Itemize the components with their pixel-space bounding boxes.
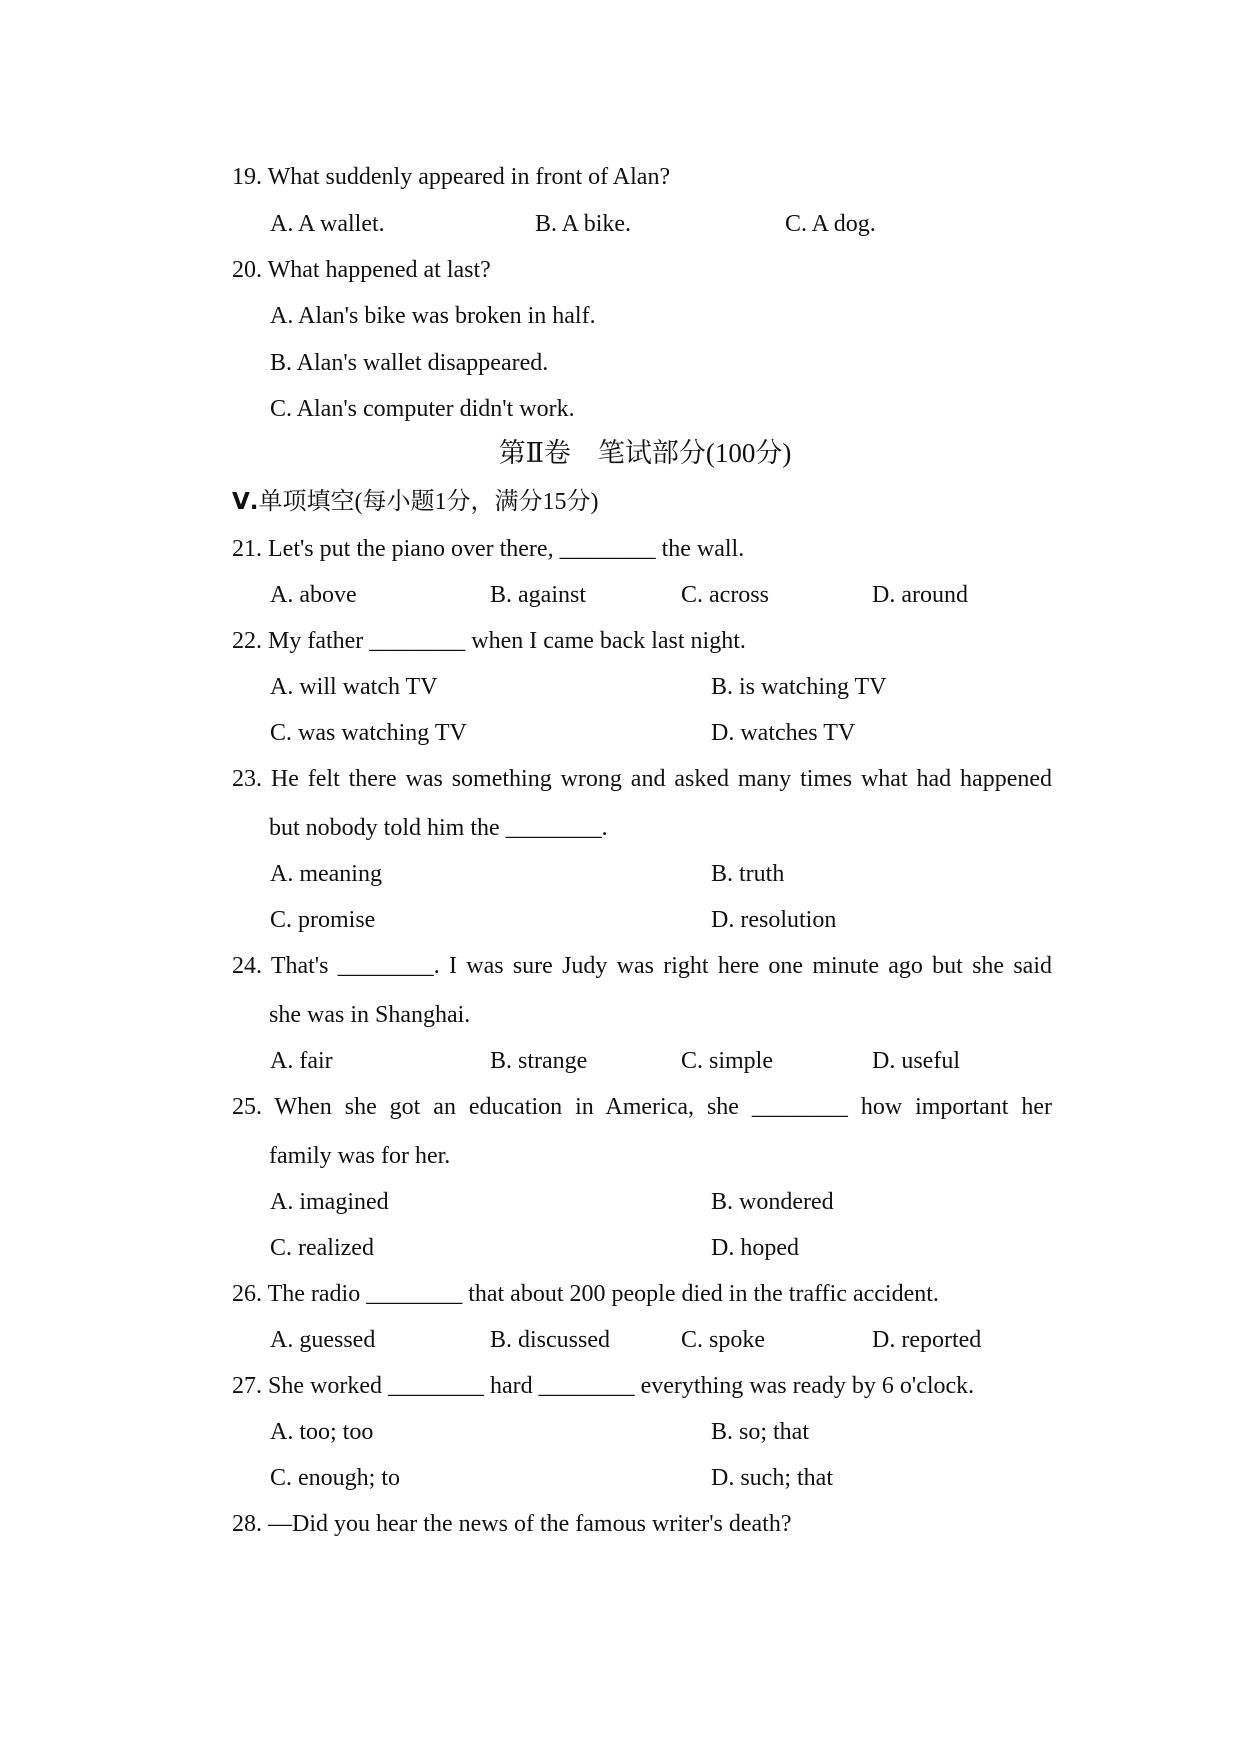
q21-option-a: A. above bbox=[270, 582, 357, 608]
q23-option-d: D. resolution bbox=[711, 907, 837, 933]
question-22: 22. My father ________ when I came back last night. bbox=[232, 628, 746, 654]
q24-option-a: A. fair bbox=[270, 1048, 333, 1074]
q23-option-c: C. promise bbox=[270, 907, 376, 933]
q25-option-b: B. wondered bbox=[711, 1189, 834, 1215]
q24-option-b: B. strange bbox=[490, 1048, 588, 1074]
question-25-line-1: 25. When she got an education in America, she ________ how important her bbox=[232, 1094, 1052, 1120]
q23-option-b: B. truth bbox=[711, 861, 785, 887]
q23-option-a: A. meaning bbox=[270, 861, 382, 887]
q26-option-c: C. spoke bbox=[681, 1327, 765, 1353]
question-19: 19. What suddenly appeared in front of Alan? bbox=[232, 164, 671, 190]
q27-option-d: D. such; that bbox=[711, 1465, 833, 1491]
q21-option-d: D. around bbox=[872, 582, 968, 608]
q25-option-d: D. hoped bbox=[711, 1235, 799, 1261]
q22-option-c: C. was watching TV bbox=[270, 720, 467, 746]
q22-option-a: A. will watch TV bbox=[270, 674, 438, 700]
question-25-line-2: family was for her. bbox=[269, 1143, 451, 1169]
question-26: 26. The radio ________ that about 200 people died in the traffic accident. bbox=[232, 1281, 939, 1307]
q19-option-b: B. A bike. bbox=[535, 211, 632, 237]
q25-option-a: A. imagined bbox=[270, 1189, 389, 1215]
question-23-line-1: 23. He felt there was something wrong and asked many times what had happened bbox=[232, 766, 1052, 792]
section-5-number: Ⅴ. bbox=[232, 489, 259, 515]
q27-option-b: B. so; that bbox=[711, 1419, 810, 1445]
q24-option-c: C. simple bbox=[681, 1048, 774, 1074]
q20-option-b: B. Alan's wallet disappeared. bbox=[270, 350, 549, 376]
q22-option-d: D. watches TV bbox=[711, 720, 856, 746]
q21-option-b: B. against bbox=[490, 582, 586, 608]
q24-option-d: D. useful bbox=[872, 1048, 960, 1074]
question-28: 28. —Did you hear the news of the famous writer's death? bbox=[232, 1511, 792, 1537]
q26-option-a: A. guessed bbox=[270, 1327, 376, 1353]
question-21: 21. Let's put the piano over there, ________ the wall. bbox=[232, 536, 745, 562]
part-2-title: 第Ⅱ卷 笔试部分(100分) bbox=[498, 438, 792, 468]
q22-option-b: B. is watching TV bbox=[711, 674, 887, 700]
q26-option-d: D. reported bbox=[872, 1327, 982, 1353]
section-5-title: 单项填空(每小题1分，满分15分) bbox=[258, 489, 599, 515]
q26-option-b: B. discussed bbox=[490, 1327, 610, 1353]
question-24-line-1: 24. That's ________. I was sure Judy was right here one minute ago but she said bbox=[232, 953, 1052, 979]
section-5-heading bbox=[232, 487, 599, 517]
question-27: 27. She worked ________ hard ________ everything was ready by 6 o'clock. bbox=[232, 1373, 975, 1399]
q25-option-c: C. realized bbox=[270, 1235, 374, 1261]
q20-option-a: A. Alan's bike was broken in half. bbox=[270, 303, 596, 329]
q21-option-c: C. across bbox=[681, 582, 769, 608]
q19-option-a: A. A wallet. bbox=[270, 211, 385, 237]
question-23-line-2: but nobody told him the ________. bbox=[269, 815, 608, 841]
q19-option-c: C. A dog. bbox=[785, 211, 876, 237]
q27-option-a: A. too; too bbox=[270, 1419, 374, 1445]
question-20: 20. What happened at last? bbox=[232, 257, 491, 283]
q27-option-c: C. enough; to bbox=[270, 1465, 400, 1491]
question-24-line-2: she was in Shanghai. bbox=[269, 1002, 471, 1028]
q20-option-c: C. Alan's computer didn't work. bbox=[270, 396, 575, 422]
